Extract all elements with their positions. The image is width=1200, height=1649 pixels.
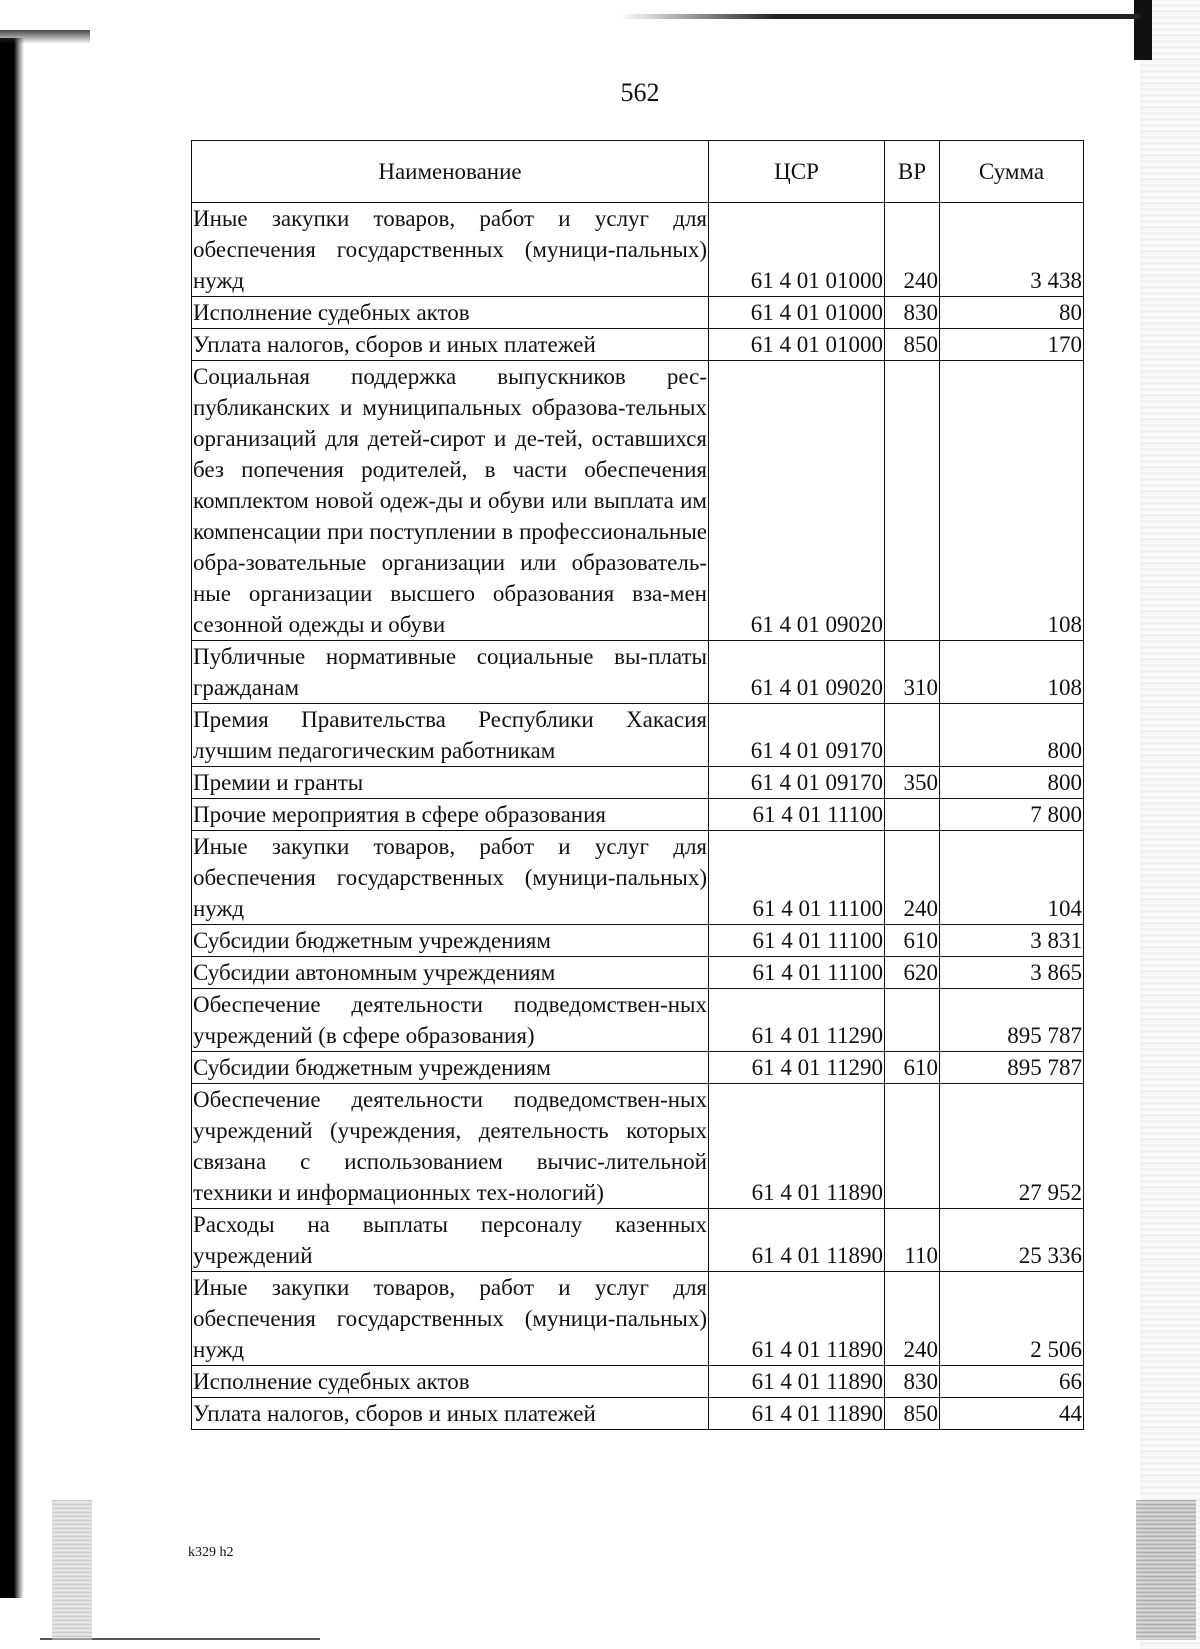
cell-vr bbox=[885, 1084, 940, 1209]
cell-sum: 3 831 bbox=[940, 925, 1084, 957]
cell-vr: 240 bbox=[885, 1272, 940, 1366]
cell-sum: 800 bbox=[940, 704, 1084, 767]
cell-vr bbox=[885, 989, 940, 1052]
cell-name: Уплата налогов, сборов и иных платежей bbox=[192, 329, 709, 361]
table-row bbox=[192, 1084, 1084, 1209]
table-row bbox=[192, 1398, 1084, 1430]
table-row bbox=[192, 957, 1084, 989]
cell-name: Премии и гранты bbox=[192, 767, 709, 799]
cell-vr: 830 bbox=[885, 297, 940, 329]
scan-noise-bottom-right bbox=[1136, 1500, 1196, 1640]
cell-vr: 240 bbox=[885, 831, 940, 925]
cell-csr: 61 4 01 01000 bbox=[709, 329, 885, 361]
cell-name: Публичные нормативные социальные вы-платы гражданам bbox=[192, 641, 709, 704]
table-row bbox=[192, 361, 1084, 641]
cell-sum: 80 bbox=[940, 297, 1084, 329]
cell-name: Расходы на выплаты персоналу казенных учреждений bbox=[192, 1209, 709, 1272]
cell-vr: 350 bbox=[885, 767, 940, 799]
table-header-row bbox=[192, 141, 1084, 203]
cell-vr: 830 bbox=[885, 1366, 940, 1398]
cell-name: Обеспечение деятельности подведомствен-ных учреждений (в сфере образования) bbox=[192, 989, 709, 1052]
cell-name: Субсидии бюджетным учреждениям bbox=[192, 925, 709, 957]
cell-name: Субсидии бюджетным учреждениям bbox=[192, 1052, 709, 1084]
cell-name: Уплата налогов, сборов и иных платежей bbox=[192, 1398, 709, 1430]
scan-edge-left-top bbox=[0, 30, 90, 44]
cell-csr: 61 4 01 11100 bbox=[709, 831, 885, 925]
table-row bbox=[192, 329, 1084, 361]
cell-sum: 25 336 bbox=[940, 1209, 1084, 1272]
table-row bbox=[192, 799, 1084, 831]
cell-vr: 850 bbox=[885, 329, 940, 361]
table-row bbox=[192, 1366, 1084, 1398]
cell-sum: 108 bbox=[940, 641, 1084, 704]
table-row bbox=[192, 203, 1084, 297]
cell-sum: 800 bbox=[940, 767, 1084, 799]
cell-csr: 61 4 01 11890 bbox=[709, 1084, 885, 1209]
table-row bbox=[192, 989, 1084, 1052]
cell-csr: 61 4 01 09020 bbox=[709, 641, 885, 704]
cell-name: Исполнение судебных актов bbox=[192, 297, 709, 329]
cell-sum: 108 bbox=[940, 361, 1084, 641]
cell-csr: 61 4 01 11890 bbox=[709, 1398, 885, 1430]
cell-sum: 3 438 bbox=[940, 203, 1084, 297]
cell-vr bbox=[885, 799, 940, 831]
cell-name: Прочие мероприятия в сфере образования bbox=[192, 799, 709, 831]
cell-csr: 61 4 01 11100 bbox=[709, 925, 885, 957]
table-row bbox=[192, 297, 1084, 329]
table-row bbox=[192, 1272, 1084, 1366]
footer-code: k329 h2 bbox=[188, 1545, 234, 1560]
cell-sum: 66 bbox=[940, 1366, 1084, 1398]
table-row bbox=[192, 1209, 1084, 1272]
table-row bbox=[192, 704, 1084, 767]
table-row bbox=[192, 831, 1084, 925]
table-row bbox=[192, 925, 1084, 957]
scan-edge-left bbox=[0, 38, 24, 1598]
cell-csr: 61 4 01 11890 bbox=[709, 1272, 885, 1366]
cell-sum: 27 952 bbox=[940, 1084, 1084, 1209]
table-body bbox=[192, 203, 1084, 1430]
cell-name: Иные закупки товаров, работ и услуг для обеспечения государственных (муници-пальных) нужд bbox=[192, 1272, 709, 1366]
cell-csr: 61 4 01 09020 bbox=[709, 361, 885, 641]
cell-csr: 61 4 01 11290 bbox=[709, 989, 885, 1052]
cell-sum: 104 bbox=[940, 831, 1084, 925]
scan-corner-top-right bbox=[1134, 0, 1152, 60]
cell-sum: 895 787 bbox=[940, 989, 1084, 1052]
page-number: 562 bbox=[620, 78, 660, 107]
header-csr: ЦСР bbox=[709, 141, 885, 203]
cell-sum: 170 bbox=[940, 329, 1084, 361]
scan-noise-bottom-left bbox=[52, 1500, 92, 1640]
cell-vr: 310 bbox=[885, 641, 940, 704]
cell-vr: 610 bbox=[885, 925, 940, 957]
cell-name: Социальная поддержка выпускников рес-публиканских и муниципальных образова-тельных организаций для детей-сирот и де-тей, оставшихся без попечения родителей, в части обеспечения комплектом новой одеж-ды и обуви или выплата им компенсации при поступлении в профессиональные обра-зовательные организации или образователь-ные организации высшего образования вза-мен сезонной одежды и обуви bbox=[192, 361, 709, 641]
cell-csr: 61 4 01 11890 bbox=[709, 1209, 885, 1272]
cell-csr: 61 4 01 11100 bbox=[709, 799, 885, 831]
cell-vr: 850 bbox=[885, 1398, 940, 1430]
cell-csr: 61 4 01 09170 bbox=[709, 767, 885, 799]
cell-vr: 620 bbox=[885, 957, 940, 989]
header-sum: Сумма bbox=[940, 141, 1084, 203]
cell-name: Премия Правительства Республики Хакасия лучшим педагогическим работникам bbox=[192, 704, 709, 767]
cell-vr bbox=[885, 704, 940, 767]
cell-csr: 61 4 01 11290 bbox=[709, 1052, 885, 1084]
cell-name: Исполнение судебных актов bbox=[192, 1366, 709, 1398]
header-vr: ВР bbox=[885, 141, 940, 203]
cell-sum: 895 787 bbox=[940, 1052, 1084, 1084]
cell-sum: 7 800 bbox=[940, 799, 1084, 831]
cell-csr: 61 4 01 09170 bbox=[709, 704, 885, 767]
table-row bbox=[192, 641, 1084, 704]
cell-sum: 3 865 bbox=[940, 957, 1084, 989]
cell-name: Иные закупки товаров, работ и услуг для обеспечения государственных (муници-пальных) нужд bbox=[192, 831, 709, 925]
cell-vr bbox=[885, 361, 940, 641]
cell-csr: 61 4 01 01000 bbox=[709, 297, 885, 329]
cell-csr: 61 4 01 11890 bbox=[709, 1366, 885, 1398]
header-name: Наименование bbox=[192, 141, 709, 203]
cell-sum: 2 506 bbox=[940, 1272, 1084, 1366]
table-row bbox=[192, 1052, 1084, 1084]
cell-csr: 61 4 01 01000 bbox=[709, 203, 885, 297]
cell-name: Субсидии автономным учреждениям bbox=[192, 957, 709, 989]
cell-name: Иные закупки товаров, работ и услуг для обеспечения государственных (муници-пальных) нужд bbox=[192, 203, 709, 297]
table-row bbox=[192, 767, 1084, 799]
cell-csr: 61 4 01 11100 bbox=[709, 957, 885, 989]
budget-table bbox=[191, 140, 1084, 1430]
cell-vr: 610 bbox=[885, 1052, 940, 1084]
cell-name: Обеспечение деятельности подведомствен-ных учреждений (учреждения, деятельность которых связана с использованием вычис-лительной техники и информационных тех-нологий) bbox=[192, 1084, 709, 1209]
scan-edge-right bbox=[1140, 0, 1200, 1649]
cell-sum: 44 bbox=[940, 1398, 1084, 1430]
cell-vr: 240 bbox=[885, 203, 940, 297]
cell-vr: 110 bbox=[885, 1209, 940, 1272]
scan-top-line bbox=[620, 14, 1140, 19]
